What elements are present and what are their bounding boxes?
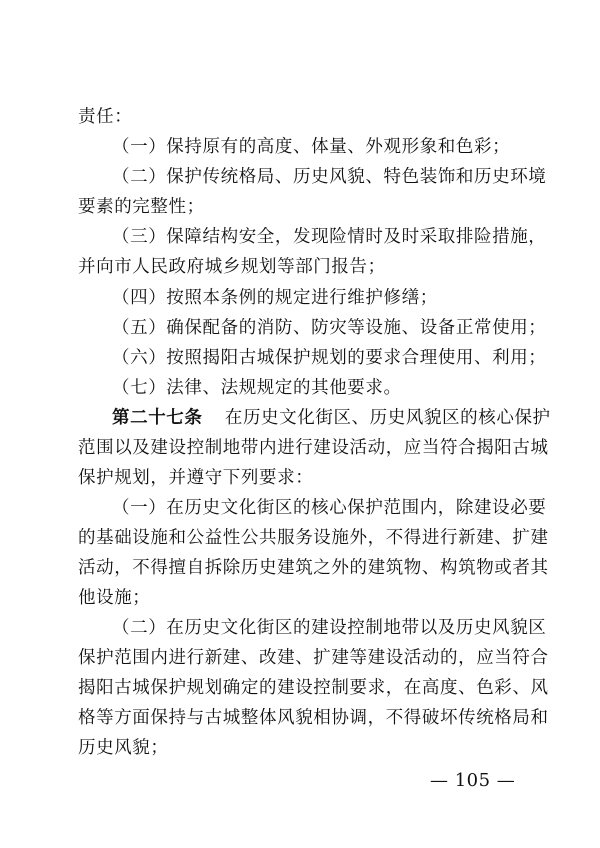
text-line: （七）法律、法规规定的其他要求。 bbox=[112, 378, 402, 398]
text-line: （五）确保配备的消防、防灾等设施、设备正常使用； bbox=[112, 318, 547, 338]
text-line: 的基础设施和公益性公共服务设施外，不得进行新建、扩建 bbox=[78, 528, 549, 548]
text-line: 范围以及建设控制地带内进行建设活动，应当符合揭阳古城 bbox=[78, 438, 549, 458]
text-line: 保护规划，并遵守下列要求： bbox=[78, 468, 314, 488]
text-line: 在历史文化街区、历史风貌区的核心保护 bbox=[224, 408, 551, 428]
text-line: 他设施； bbox=[78, 588, 151, 608]
text-line: 历史风貌； bbox=[78, 738, 169, 758]
article-heading-line bbox=[112, 406, 582, 430]
text-line: （六）按照揭阳古城保护规划的要求合理使用、利用； bbox=[112, 348, 547, 368]
text-line: 保护范围内进行新建、改建、扩建等建设活动的，应当符合 bbox=[78, 648, 549, 668]
text-line: 活动，不得擅自拆除历史建筑之外的建筑物、构筑物或者其 bbox=[78, 558, 549, 578]
text-line: （一）在历史文化街区的核心保护范围内，除建设必要 bbox=[112, 498, 547, 518]
text-line: （一）保持原有的高度、体量、外观形象和色彩； bbox=[112, 137, 511, 157]
text-line: （四）按照本条例的规定进行维护修缮； bbox=[112, 288, 438, 308]
text-line: （三）保障结构安全，发现险情时及时采取排险措施， bbox=[112, 227, 547, 247]
text-line: 格等方面保持与古城整体风貌相协调，不得破坏传统格局和 bbox=[78, 708, 549, 728]
text-line: （二）在历史文化街区的建设控制地带以及历史风貌区 bbox=[112, 618, 547, 638]
text-line: 要素的完整性； bbox=[78, 197, 205, 217]
text-line: （二）保护传统格局、历史风貌、特色装饰和历史环境 bbox=[112, 167, 547, 187]
text-line: 揭阳古城保护规划确定的建设控制要求，在高度、色彩、风 bbox=[78, 678, 549, 698]
page-number: — 105 — bbox=[430, 770, 516, 791]
text-line: 责任： bbox=[78, 107, 133, 127]
text-line: 并向市人民政府城乡规划等部门报告； bbox=[78, 257, 386, 277]
article-number: 第二十七条 bbox=[112, 408, 203, 428]
